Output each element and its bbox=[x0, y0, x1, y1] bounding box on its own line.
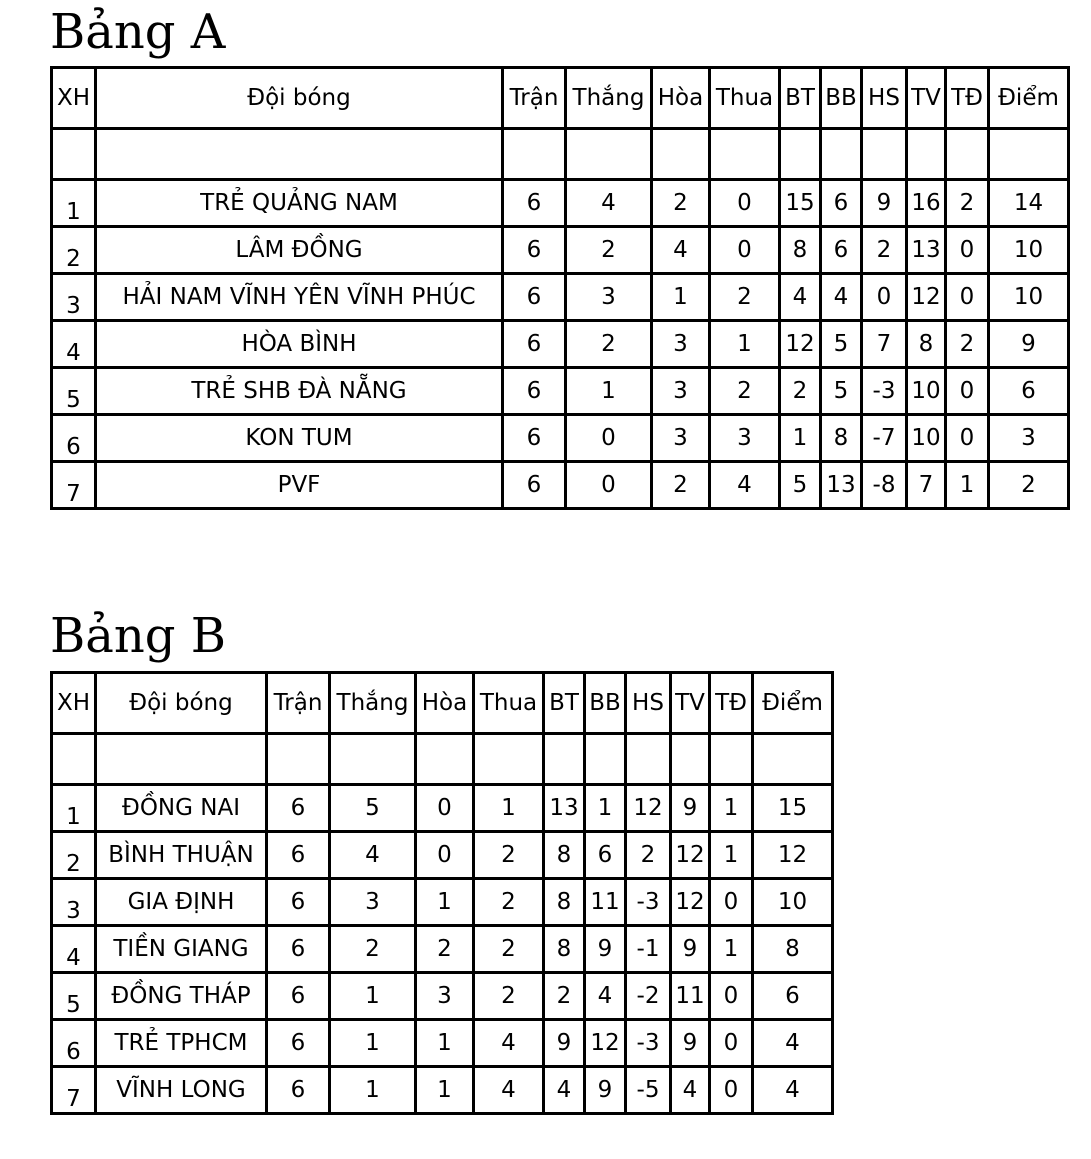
points-cell: 3 bbox=[989, 415, 1069, 462]
table-row bbox=[52, 785, 833, 832]
goal-difference-cell: -7 bbox=[862, 415, 907, 462]
goals-for-cell: 15 bbox=[780, 180, 821, 227]
lost-cell: 1 bbox=[710, 321, 780, 368]
points-cell: 4 bbox=[753, 1020, 833, 1067]
tv-cell: 8 bbox=[907, 321, 946, 368]
played-cell: 6 bbox=[267, 785, 330, 832]
drawn-cell: 3 bbox=[652, 368, 710, 415]
goals-against-cell: 8 bbox=[821, 415, 862, 462]
team-name-cell: KON TUM bbox=[96, 415, 503, 462]
col-header-td: TĐ bbox=[710, 673, 753, 734]
goals-against-cell: 1 bbox=[585, 785, 626, 832]
td-cell: 0 bbox=[946, 415, 989, 462]
goals-for-cell: 5 bbox=[780, 462, 821, 509]
header-row bbox=[52, 68, 1069, 129]
goal-difference-cell: 2 bbox=[626, 832, 671, 879]
tv-cell: 16 bbox=[907, 180, 946, 227]
col-header-played: Trận bbox=[503, 68, 566, 129]
points-cell: 15 bbox=[753, 785, 833, 832]
tv-cell: 9 bbox=[671, 785, 710, 832]
col-header-rank: XH bbox=[52, 68, 96, 129]
goals-for-cell: 2 bbox=[780, 368, 821, 415]
table-row bbox=[52, 832, 833, 879]
col-header-team: Đội bóng bbox=[96, 68, 503, 129]
goal-difference-cell: -2 bbox=[626, 973, 671, 1020]
col-header-won: Thắng bbox=[566, 68, 652, 129]
td-cell: 0 bbox=[710, 879, 753, 926]
table-row bbox=[52, 180, 1069, 227]
col-header-played: Trận bbox=[267, 673, 330, 734]
played-cell: 6 bbox=[503, 415, 566, 462]
drawn-cell: 3 bbox=[652, 321, 710, 368]
played-cell: 6 bbox=[503, 227, 566, 274]
lost-cell: 3 bbox=[710, 415, 780, 462]
won-cell: 1 bbox=[330, 973, 416, 1020]
col-header-rank: XH bbox=[52, 673, 96, 734]
tv-cell: 12 bbox=[671, 832, 710, 879]
goals-for-cell: 8 bbox=[544, 879, 585, 926]
rank-cell: 6 bbox=[52, 1020, 96, 1067]
team-name-cell: HẢI NAM VĨNH YÊN VĨNH PHÚC bbox=[96, 274, 503, 321]
drawn-cell: 4 bbox=[652, 227, 710, 274]
group-a-standings-table bbox=[50, 66, 1070, 510]
won-cell: 2 bbox=[566, 227, 652, 274]
goal-difference-cell: -3 bbox=[626, 879, 671, 926]
drawn-cell: 0 bbox=[416, 832, 474, 879]
td-cell: 2 bbox=[946, 180, 989, 227]
goals-for-cell: 13 bbox=[544, 785, 585, 832]
goals-for-cell: 2 bbox=[544, 973, 585, 1020]
rank-cell: 4 bbox=[52, 321, 96, 368]
lost-cell: 4 bbox=[474, 1067, 544, 1114]
goals-against-cell: 12 bbox=[585, 1020, 626, 1067]
played-cell: 6 bbox=[503, 180, 566, 227]
goals-against-cell: 9 bbox=[585, 1067, 626, 1114]
drawn-cell: 1 bbox=[416, 1067, 474, 1114]
col-header-won: Thắng bbox=[330, 673, 416, 734]
rank-cell: 1 bbox=[52, 180, 96, 227]
col-header-goals-against: BB bbox=[585, 673, 626, 734]
won-cell: 0 bbox=[566, 462, 652, 509]
tv-cell: 13 bbox=[907, 227, 946, 274]
td-cell: 2 bbox=[946, 321, 989, 368]
group-b-standings-table bbox=[50, 671, 834, 1115]
won-cell: 2 bbox=[566, 321, 652, 368]
goal-difference-cell: -3 bbox=[626, 1020, 671, 1067]
rank-cell: 2 bbox=[52, 832, 96, 879]
td-cell: 0 bbox=[710, 1020, 753, 1067]
td-cell: 1 bbox=[710, 832, 753, 879]
team-name-cell: VĨNH LONG bbox=[96, 1067, 267, 1114]
team-name-cell: ĐỒNG THÁP bbox=[96, 973, 267, 1020]
played-cell: 6 bbox=[267, 879, 330, 926]
goals-for-cell: 4 bbox=[544, 1067, 585, 1114]
lost-cell: 2 bbox=[710, 368, 780, 415]
tv-cell: 7 bbox=[907, 462, 946, 509]
table-row bbox=[52, 879, 833, 926]
lost-cell: 2 bbox=[710, 274, 780, 321]
rank-cell: 3 bbox=[52, 879, 96, 926]
table-row bbox=[52, 274, 1069, 321]
drawn-cell: 3 bbox=[416, 973, 474, 1020]
drawn-cell: 3 bbox=[652, 415, 710, 462]
goals-against-cell: 9 bbox=[585, 926, 626, 973]
points-cell: 9 bbox=[989, 321, 1069, 368]
td-cell: 0 bbox=[946, 274, 989, 321]
col-header-td: TĐ bbox=[946, 68, 989, 129]
tv-cell: 4 bbox=[671, 1067, 710, 1114]
goals-for-cell: 8 bbox=[544, 926, 585, 973]
won-cell: 2 bbox=[330, 926, 416, 973]
rank-cell: 5 bbox=[52, 368, 96, 415]
td-cell: 0 bbox=[710, 1067, 753, 1114]
col-header-drawn: Hòa bbox=[416, 673, 474, 734]
col-header-lost: Thua bbox=[474, 673, 544, 734]
goal-difference-cell: 9 bbox=[862, 180, 907, 227]
played-cell: 6 bbox=[267, 1067, 330, 1114]
td-cell: 1 bbox=[710, 785, 753, 832]
goal-difference-cell: -5 bbox=[626, 1067, 671, 1114]
lost-cell: 2 bbox=[474, 879, 544, 926]
points-cell: 12 bbox=[753, 832, 833, 879]
lost-cell: 4 bbox=[474, 1020, 544, 1067]
table-row bbox=[52, 321, 1069, 368]
col-header-goal-difference: HS bbox=[626, 673, 671, 734]
team-name-cell: ĐỒNG NAI bbox=[96, 785, 267, 832]
won-cell: 3 bbox=[566, 274, 652, 321]
lost-cell: 1 bbox=[474, 785, 544, 832]
table-row bbox=[52, 1020, 833, 1067]
table-row bbox=[52, 227, 1069, 274]
rank-cell: 5 bbox=[52, 973, 96, 1020]
goals-against-cell: 6 bbox=[821, 180, 862, 227]
goals-against-cell: 4 bbox=[821, 274, 862, 321]
won-cell: 5 bbox=[330, 785, 416, 832]
points-cell: 10 bbox=[753, 879, 833, 926]
tv-cell: 12 bbox=[671, 879, 710, 926]
col-header-points: Điểm bbox=[753, 673, 833, 734]
points-cell: 2 bbox=[989, 462, 1069, 509]
tv-cell: 11 bbox=[671, 973, 710, 1020]
table-row bbox=[52, 926, 833, 973]
team-name-cell: HÒA BÌNH bbox=[96, 321, 503, 368]
goal-difference-cell: 0 bbox=[862, 274, 907, 321]
rank-cell: 6 bbox=[52, 415, 96, 462]
points-cell: 6 bbox=[753, 973, 833, 1020]
team-name-cell: PVF bbox=[96, 462, 503, 509]
played-cell: 6 bbox=[503, 274, 566, 321]
goal-difference-cell: 12 bbox=[626, 785, 671, 832]
lost-cell: 0 bbox=[710, 180, 780, 227]
goals-for-cell: 4 bbox=[780, 274, 821, 321]
points-cell: 10 bbox=[989, 274, 1069, 321]
goals-against-cell: 6 bbox=[821, 227, 862, 274]
won-cell: 1 bbox=[566, 368, 652, 415]
team-name-cell: TIỀN GIANG bbox=[96, 926, 267, 973]
points-cell: 4 bbox=[753, 1067, 833, 1114]
tv-cell: 9 bbox=[671, 1020, 710, 1067]
rank-cell: 1 bbox=[52, 785, 96, 832]
goals-against-cell: 4 bbox=[585, 973, 626, 1020]
td-cell: 0 bbox=[946, 368, 989, 415]
tv-cell: 10 bbox=[907, 368, 946, 415]
team-name-cell: TRẺ TPHCM bbox=[96, 1020, 267, 1067]
drawn-cell: 2 bbox=[652, 180, 710, 227]
goal-difference-cell: -1 bbox=[626, 926, 671, 973]
won-cell: 3 bbox=[330, 879, 416, 926]
drawn-cell: 2 bbox=[416, 926, 474, 973]
won-cell: 4 bbox=[566, 180, 652, 227]
won-cell: 1 bbox=[330, 1067, 416, 1114]
col-header-team: Đội bóng bbox=[96, 673, 267, 734]
goals-against-cell: 5 bbox=[821, 321, 862, 368]
lost-cell: 2 bbox=[474, 926, 544, 973]
lost-cell: 0 bbox=[710, 227, 780, 274]
goals-against-cell: 5 bbox=[821, 368, 862, 415]
lost-cell: 4 bbox=[710, 462, 780, 509]
team-name-cell: BÌNH THUẬN bbox=[96, 832, 267, 879]
points-cell: 10 bbox=[989, 227, 1069, 274]
goal-difference-cell: -3 bbox=[862, 368, 907, 415]
col-header-tv: TV bbox=[907, 68, 946, 129]
goal-difference-cell: 7 bbox=[862, 321, 907, 368]
goals-against-cell: 13 bbox=[821, 462, 862, 509]
team-name-cell: LÂM ĐỒNG bbox=[96, 227, 503, 274]
drawn-cell: 2 bbox=[652, 462, 710, 509]
goals-against-cell: 6 bbox=[585, 832, 626, 879]
drawn-cell: 0 bbox=[416, 785, 474, 832]
td-cell: 0 bbox=[946, 227, 989, 274]
col-header-drawn: Hòa bbox=[652, 68, 710, 129]
team-name-cell: TRẺ QUẢNG NAM bbox=[96, 180, 503, 227]
col-header-goals-for: BT bbox=[544, 673, 585, 734]
lost-cell: 2 bbox=[474, 832, 544, 879]
played-cell: 6 bbox=[503, 368, 566, 415]
lost-cell: 2 bbox=[474, 973, 544, 1020]
rank-cell: 4 bbox=[52, 926, 96, 973]
table-row bbox=[52, 368, 1069, 415]
drawn-cell: 1 bbox=[416, 1020, 474, 1067]
drawn-cell: 1 bbox=[652, 274, 710, 321]
won-cell: 0 bbox=[566, 415, 652, 462]
goal-difference-cell: -8 bbox=[862, 462, 907, 509]
points-cell: 14 bbox=[989, 180, 1069, 227]
goals-for-cell: 8 bbox=[780, 227, 821, 274]
empty-row bbox=[52, 129, 1069, 180]
td-cell: 1 bbox=[710, 926, 753, 973]
col-header-goals-against: BB bbox=[821, 68, 862, 129]
table-row bbox=[52, 415, 1069, 462]
played-cell: 6 bbox=[267, 832, 330, 879]
col-header-lost: Thua bbox=[710, 68, 780, 129]
table-row bbox=[52, 462, 1069, 509]
col-header-goals-for: BT bbox=[780, 68, 821, 129]
goals-for-cell: 9 bbox=[544, 1020, 585, 1067]
table-row bbox=[52, 1067, 833, 1114]
tv-cell: 10 bbox=[907, 415, 946, 462]
played-cell: 6 bbox=[267, 973, 330, 1020]
played-cell: 6 bbox=[503, 462, 566, 509]
points-cell: 8 bbox=[753, 926, 833, 973]
points-cell: 6 bbox=[989, 368, 1069, 415]
rank-cell: 7 bbox=[52, 462, 96, 509]
col-header-goal-difference: HS bbox=[862, 68, 907, 129]
played-cell: 6 bbox=[267, 1020, 330, 1067]
drawn-cell: 1 bbox=[416, 879, 474, 926]
played-cell: 6 bbox=[267, 926, 330, 973]
played-cell: 6 bbox=[503, 321, 566, 368]
goal-difference-cell: 2 bbox=[862, 227, 907, 274]
rank-cell: 7 bbox=[52, 1067, 96, 1114]
group-b-title: Bảng B bbox=[50, 608, 227, 664]
rank-cell: 3 bbox=[52, 274, 96, 321]
goals-for-cell: 1 bbox=[780, 415, 821, 462]
group-b-rows bbox=[52, 785, 833, 1114]
tv-cell: 9 bbox=[671, 926, 710, 973]
won-cell: 1 bbox=[330, 1020, 416, 1067]
goals-against-cell: 11 bbox=[585, 879, 626, 926]
table-row bbox=[52, 973, 833, 1020]
group-a-rows bbox=[52, 180, 1069, 509]
rank-cell: 2 bbox=[52, 227, 96, 274]
tv-cell: 12 bbox=[907, 274, 946, 321]
col-header-points: Điểm bbox=[989, 68, 1069, 129]
won-cell: 4 bbox=[330, 832, 416, 879]
team-name-cell: TRẺ SHB ĐÀ NẴNG bbox=[96, 368, 503, 415]
col-header-tv: TV bbox=[671, 673, 710, 734]
goals-for-cell: 8 bbox=[544, 832, 585, 879]
header-row bbox=[52, 673, 833, 734]
goals-for-cell: 12 bbox=[780, 321, 821, 368]
team-name-cell: GIA ĐỊNH bbox=[96, 879, 267, 926]
td-cell: 0 bbox=[710, 973, 753, 1020]
group-a-title: Bảng A bbox=[50, 4, 226, 60]
td-cell: 1 bbox=[946, 462, 989, 509]
empty-row bbox=[52, 734, 833, 785]
